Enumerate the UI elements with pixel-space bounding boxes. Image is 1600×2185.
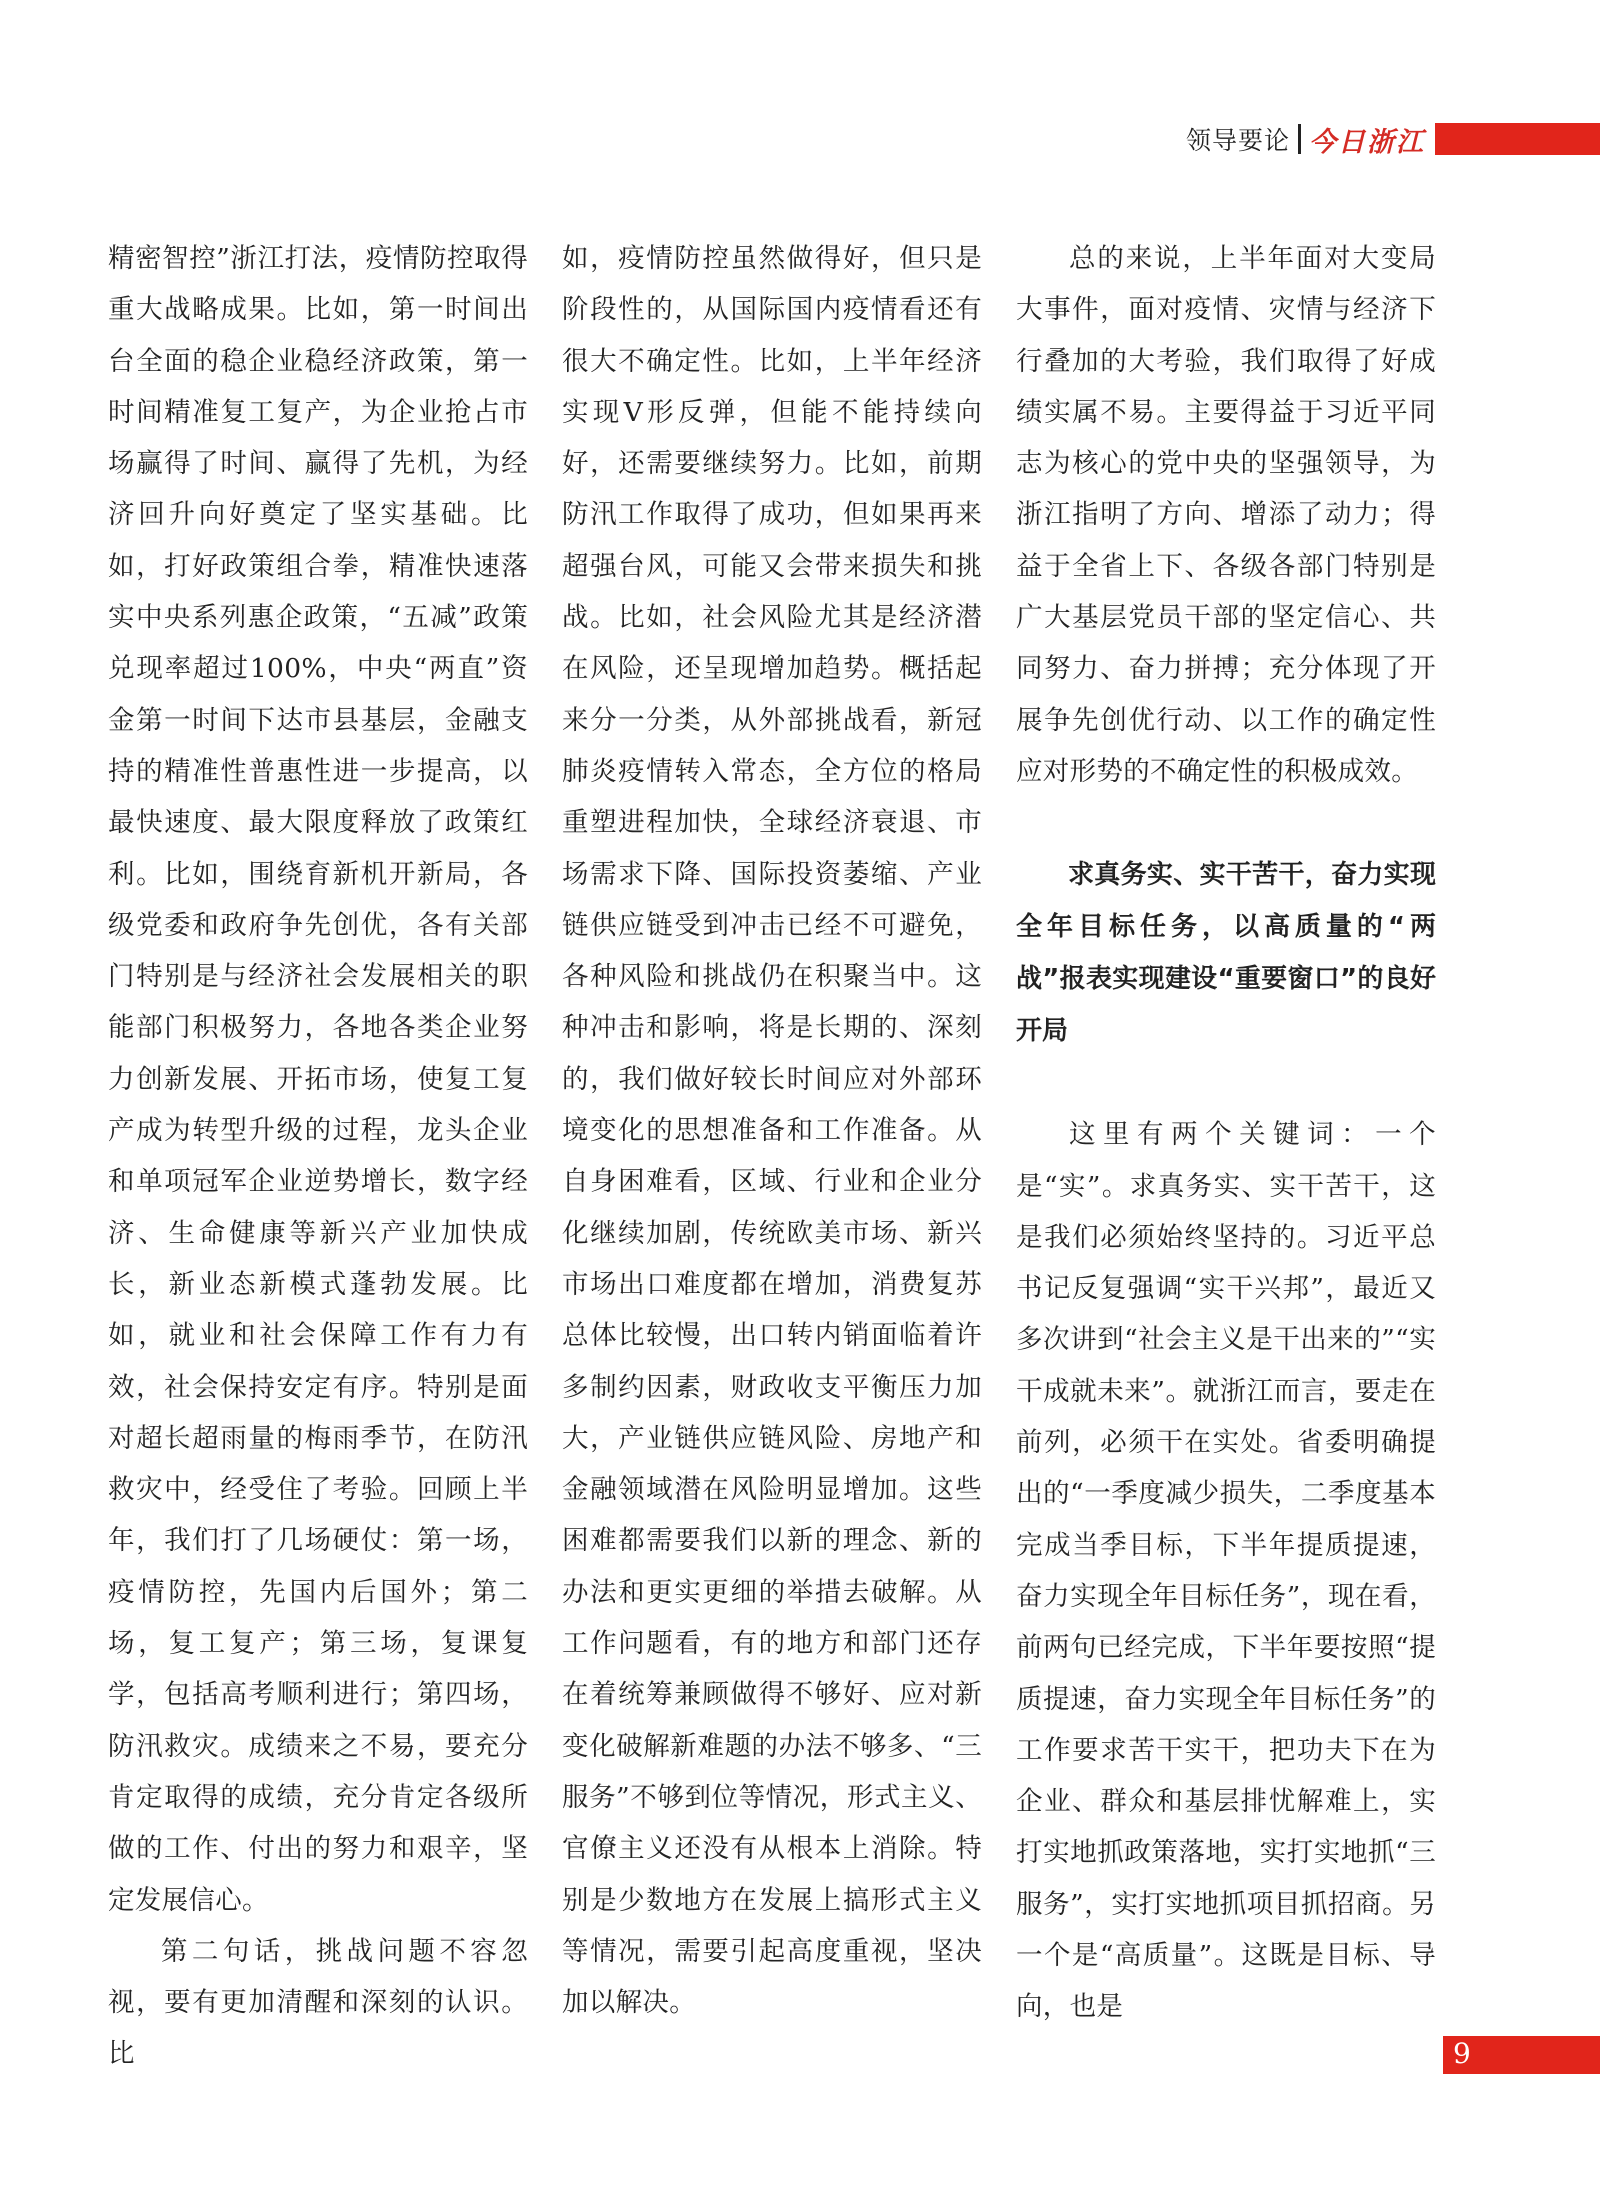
text-column-1 xyxy=(108,233,528,2080)
header-red-bar xyxy=(1435,123,1600,155)
text-column-3 xyxy=(1016,233,1436,2033)
section-subheading: 求真务实、实干苦干，奋力实现全年目标任务，以高质量的“两战”报表实现建设“重要窗口”的良好开局 xyxy=(1016,860,1436,1047)
header-divider xyxy=(1298,124,1301,154)
page-number: 9 xyxy=(1453,2037,1471,2070)
paragraph: 这里有两个关键词：一个是“实”。求真务实、实干苦干，这是我们必须始终坚持的。习近平总书记反复强调“实干兴邦”，最近又多次讲到“社会主义是干出来的”“实干成就未来”。就浙江而言，要走在前列，必须干在实处。省委明确提出的“一季度减少损失，二季度基本完成当季目标，下半年提质提速，奋力实现全年目标任务”，现在看，前两句已经完成，下半年要按照“提质提速，奋力实现全年目标任务”的工作要求苦干实干，把功夫下在为企业、群众和基层排忧解难上，实打实地抓政策落地，实打实地抓“三服务”，实打实地抓项目抓招商。另一个是“高质量”。这既是目标、导向，也是 xyxy=(1016,1119,1436,2023)
paragraph: 如，疫情防控虽然做得好，但只是阶段性的，从国际国内疫情看还有很大不确定性。比如，上半年经济实现V形反弹，但能不能持续向好，还需要继续努力。比如，前期防汛工作取得了成功，但如果再来超强台风，可能又会带来损失和挑战。比如，社会风险尤其是经济潜在风险，还呈现增加趋势。概括起来分一分类，从外部挑战看，新冠肺炎疫情转入常态，全方位的格局重塑进程加快，全球经济衰退、市场需求下降、国际投资萎缩、产业链供应链受到冲击已经不可避免，各种风险和挑战仍在积聚当中。这种冲击和影响，将是长期的、深刻的，我们做好较长时间应对外部环境变化的思想准备和工作准备。从自身困难看，区域、行业和企业分化继续加剧，传统欧美市场、新兴市场出口难度都在增加，消费复苏总体比较慢，出口转内销面临着许多制约因素，财政收支平衡压力加大，产业链供应链风险、房地产和金融领域潜在风险明显增加。这些困难都需要我们以新的理念、新的办法和更实更细的举措去破解。从工作问题看，有的地方和部门还存在着统筹兼顾做得不够好、应对新变化破解新难题的办法不够多、“三服务”不够到位等情况，形式主义、官僚主义还没有从根本上消除。特别是少数地方在发展上搞形式主义等情况，需要引起高度重视，坚决加以解决。 xyxy=(562,243,982,2019)
magazine-logo: 今日浙江 xyxy=(1309,126,1425,158)
page-header xyxy=(1186,120,1600,158)
section-label: 领导要论 xyxy=(1185,126,1290,155)
text-column-2 xyxy=(562,233,982,2028)
paragraph: 总的来说，上半年面对大变局大事件，面对疫情、灾情与经济下行叠加的大考验，我们取得了好成绩实属不易。主要得益于习近平同志为核心的党中央的坚强领导，为浙江指明了方向、增添了动力；得益于全省上下、各级各部门特别是广大基层党员干部的坚定信心、共同努力、奋力拼搏；充分体现了开展争先创优行动、以工作的确定性应对形势的不确定性的积极成效。 xyxy=(1016,243,1436,787)
paragraph: 第二句话，挑战问题不容忽视，要有更加清醒和深刻的认识。比 xyxy=(108,1935,528,2070)
page-number-badge xyxy=(1443,2036,1600,2074)
paragraph: 精密智控”浙江打法，疫情防控取得重大战略成果。比如，第一时间出台全面的稳企业稳经济政策，第一时间精准复工复产，为企业抢占市场赢得了时间、赢得了先机，为经济回升向好奠定了坚实基础。比如，打好政策组合拳，精准快速落实中央系列惠企政策，“五减”政策兑现率超过100%，中央“两直”资金第一时间下达市县基层，金融支持的精准性普惠性进一步提高，以最快速度、最大限度释放了政策红利。比如，围绕育新机开新局，各级党委和政府争先创优，各有关部门特别是与经济社会发展相关的职能部门积极努力，各地各类企业努力创新发展、开拓市场，使复工复产成为转型升级的过程，龙头企业和单项冠军企业逆势增长，数字经济、生命健康等新兴产业加快成长，新业态新模式蓬勃发展。比如，就业和社会保障工作有力有效，社会保持安定有序。特别是面对超长超雨量的梅雨季节，在防汛救灾中，经受住了考验。回顾上半年，我们打了几场硬仗：第一场，疫情防控，先国内后国外；第二场，复工复产；第三场，复课复学，包括高考顺利进行；第四场，防汛救灾。成绩来之不易，要充分肯定取得的成绩，充分肯定各级所做的工作、付出的努力和艰辛，坚定发展信心。 xyxy=(108,243,528,1916)
